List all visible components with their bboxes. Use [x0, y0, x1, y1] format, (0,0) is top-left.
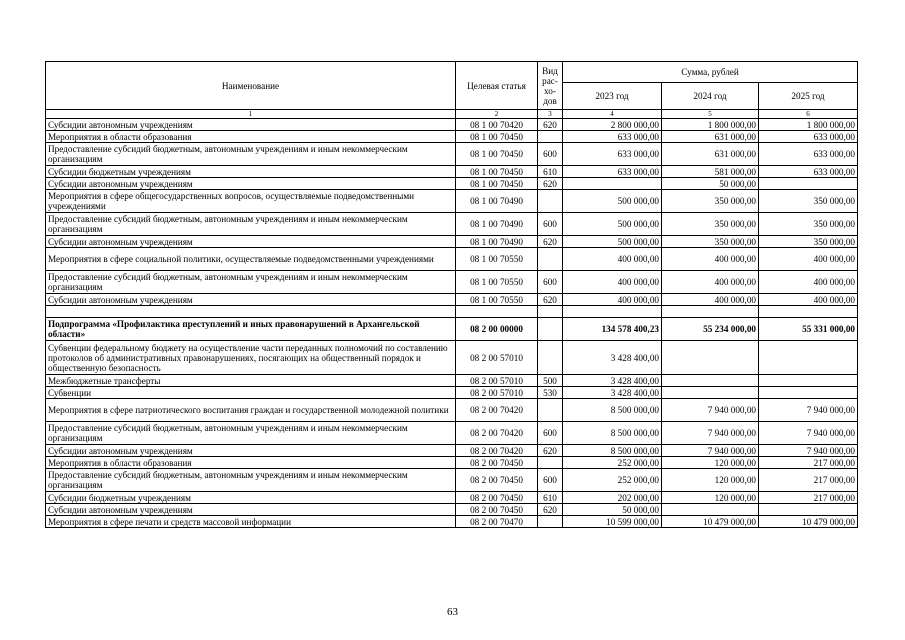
- row-expense-type-cell: 620: [538, 294, 563, 306]
- table-row: [46, 457, 858, 469]
- row-name-cell: Предоставление субсидий бюджетным, автономным учреждениям и иным некоммерческим организациям: [46, 422, 456, 445]
- row-name-cell: Субсидии автономным учреждениям: [46, 178, 456, 190]
- row-name-cell: Субвенции федеральному бюджету на осуществление части переданных полномочий по составлению протоколов об административных правонарушениях, посягающих на общественный порядок и общественную безопасность: [46, 341, 456, 375]
- table-row: [46, 504, 858, 516]
- row-sum-2023-cell: 3 428 400,00: [563, 375, 662, 387]
- row-expense-type-cell: 620: [538, 236, 563, 248]
- table-row: [46, 131, 858, 143]
- row-expense-type-cell: 620: [538, 504, 563, 516]
- row-expense-type-cell: [538, 399, 563, 422]
- row-expense-type-cell: 530: [538, 387, 563, 399]
- row-name-cell: Мероприятия в области образования: [46, 131, 456, 143]
- row-sum-2025-cell: [759, 306, 858, 318]
- row-sum-2025-cell: 400 000,00: [759, 248, 858, 271]
- table-row: [46, 469, 858, 492]
- row-sum-2025-cell: [759, 504, 858, 516]
- row-target-code-cell: 08 1 00 70450: [456, 178, 538, 190]
- row-name-cell: Предоставление субсидий бюджетным, автономным учреждениям и иным некоммерческим организациям: [46, 213, 456, 236]
- row-name-cell: Подпрограмма «Профилактика преступлений и иных правонарушений в Архангельской области»: [46, 318, 456, 341]
- row-sum-2024-cell: [662, 504, 759, 516]
- row-sum-2024-cell: 120 000,00: [662, 492, 759, 504]
- row-sum-2023-cell: 3 428 400,00: [563, 341, 662, 375]
- row-sum-2023-cell: [563, 306, 662, 318]
- row-sum-2025-cell: 217 000,00: [759, 457, 858, 469]
- row-target-code-cell: 08 1 00 70550: [456, 248, 538, 271]
- row-sum-2024-cell: 120 000,00: [662, 469, 759, 492]
- table-row: [46, 143, 858, 166]
- row-sum-2024-cell: 631 000,00: [662, 131, 759, 143]
- header-year-2025: 2025 год: [759, 83, 858, 110]
- row-target-code-cell: 08 1 00 70420: [456, 119, 538, 131]
- row-expense-type-cell: [538, 457, 563, 469]
- row-sum-2025-cell: 633 000,00: [759, 131, 858, 143]
- table-row: [46, 445, 858, 457]
- row-sum-2023-cell: 400 000,00: [563, 294, 662, 306]
- row-sum-2023-cell: 10 599 000,00: [563, 516, 662, 528]
- row-sum-2024-cell: [662, 387, 759, 399]
- row-sum-2025-cell: 400 000,00: [759, 294, 858, 306]
- row-sum-2023-cell: 50 000,00: [563, 504, 662, 516]
- row-name-cell: Субсидии автономным учреждениям: [46, 236, 456, 248]
- table-row: [46, 318, 858, 341]
- row-target-code-cell: 08 1 00 70450: [456, 166, 538, 178]
- row-sum-2025-cell: 350 000,00: [759, 213, 858, 236]
- row-sum-2025-cell: 217 000,00: [759, 492, 858, 504]
- row-target-code-cell: 08 2 00 57010: [456, 387, 538, 399]
- table-row: [46, 492, 858, 504]
- table-row: [46, 119, 858, 131]
- row-name-cell: Субсидии автономным учреждениям: [46, 119, 456, 131]
- column-index: 3: [538, 110, 563, 119]
- table-row: [46, 178, 858, 190]
- row-sum-2024-cell: 400 000,00: [662, 294, 759, 306]
- row-target-code-cell: 08 2 00 70470: [456, 516, 538, 528]
- row-target-code-cell: 08 2 00 57010: [456, 341, 538, 375]
- row-sum-2023-cell: 633 000,00: [563, 131, 662, 143]
- row-sum-2023-cell: 8 500 000,00: [563, 399, 662, 422]
- column-index-row: [46, 110, 858, 119]
- row-expense-type-cell: 600: [538, 422, 563, 445]
- row-name-cell: Мероприятия в области образования: [46, 457, 456, 469]
- row-sum-2024-cell: 1 800 000,00: [662, 119, 759, 131]
- row-target-code-cell: 08 2 00 00000: [456, 318, 538, 341]
- table-row: [46, 422, 858, 445]
- header-vid: [538, 62, 563, 110]
- column-index: 2: [456, 110, 538, 119]
- row-expense-type-cell: 610: [538, 166, 563, 178]
- header-vid-line: рас-: [542, 75, 558, 86]
- row-target-code-cell: 08 2 00 70420: [456, 399, 538, 422]
- row-sum-2025-cell: 7 940 000,00: [759, 422, 858, 445]
- row-sum-2023-cell: 2 800 000,00: [563, 119, 662, 131]
- row-sum-2023-cell: 400 000,00: [563, 248, 662, 271]
- row-target-code-cell: 08 1 00 70450: [456, 143, 538, 166]
- row-expense-type-cell: 600: [538, 271, 563, 294]
- row-target-code-cell: 08 1 00 70550: [456, 271, 538, 294]
- row-target-code-cell: 08 1 00 70450: [456, 131, 538, 143]
- row-sum-2024-cell: 350 000,00: [662, 236, 759, 248]
- row-sum-2023-cell: 500 000,00: [563, 236, 662, 248]
- table-row: [46, 248, 858, 271]
- row-sum-2024-cell: [662, 341, 759, 375]
- row-expense-type-cell: [538, 341, 563, 375]
- row-target-code-cell: 08 1 00 70550: [456, 294, 538, 306]
- row-sum-2025-cell: 350 000,00: [759, 190, 858, 213]
- row-target-code-cell: 08 2 00 70420: [456, 445, 538, 457]
- row-name-cell: Субсидии бюджетным учреждениям: [46, 166, 456, 178]
- row-target-code-cell: 08 2 00 57010: [456, 375, 538, 387]
- row-expense-type-cell: 600: [538, 213, 563, 236]
- row-sum-2023-cell: 500 000,00: [563, 190, 662, 213]
- row-sum-2023-cell: 252 000,00: [563, 469, 662, 492]
- row-sum-2024-cell: 7 940 000,00: [662, 399, 759, 422]
- header-year-2024: 2024 год: [662, 83, 759, 110]
- row-sum-2025-cell: 10 479 000,00: [759, 516, 858, 528]
- row-sum-2024-cell: 350 000,00: [662, 190, 759, 213]
- row-name-cell: Предоставление субсидий бюджетным, автономным учреждениям и иным некоммерческим организациям: [46, 469, 456, 492]
- row-sum-2023-cell: [563, 178, 662, 190]
- column-index: 5: [662, 110, 759, 119]
- row-expense-type-cell: [538, 248, 563, 271]
- table-row: [46, 166, 858, 178]
- table-header: [46, 62, 858, 119]
- row-sum-2025-cell: [759, 387, 858, 399]
- row-sum-2025-cell: 217 000,00: [759, 469, 858, 492]
- row-sum-2024-cell: 7 940 000,00: [662, 422, 759, 445]
- table-body: [46, 119, 858, 528]
- row-expense-type-cell: [538, 516, 563, 528]
- row-sum-2024-cell: 400 000,00: [662, 271, 759, 294]
- budget-table: [45, 61, 858, 528]
- row-expense-type-cell: 620: [538, 119, 563, 131]
- row-sum-2025-cell: 55 331 000,00: [759, 318, 858, 341]
- table-row: [46, 271, 858, 294]
- table-row: [46, 341, 858, 375]
- row-expense-type-cell: [538, 306, 563, 318]
- row-target-code-cell: 08 2 00 70450: [456, 457, 538, 469]
- row-target-code-cell: 08 2 00 70450: [456, 469, 538, 492]
- row-target-code-cell: 08 2 00 70450: [456, 504, 538, 516]
- row-name-cell: [46, 306, 456, 318]
- row-sum-2023-cell: 400 000,00: [563, 271, 662, 294]
- row-expense-type-cell: 620: [538, 178, 563, 190]
- row-expense-type-cell: 610: [538, 492, 563, 504]
- row-name-cell: Предоставление субсидий бюджетным, автономным учреждениям и иным некоммерческим организациям: [46, 143, 456, 166]
- row-name-cell: Мероприятия в сфере печати и средств массовой информации: [46, 516, 456, 528]
- row-sum-2023-cell: 633 000,00: [563, 143, 662, 166]
- row-name-cell: Субсидии бюджетным учреждениям: [46, 492, 456, 504]
- row-sum-2025-cell: 633 000,00: [759, 166, 858, 178]
- row-name-cell: Мероприятия в сфере социальной политики, осуществляемые подведомственными учреждениями: [46, 248, 456, 271]
- header-vid-line: хо-: [544, 85, 556, 96]
- row-sum-2025-cell: [759, 375, 858, 387]
- row-target-code-cell: 08 2 00 70450: [456, 492, 538, 504]
- table-row: [46, 236, 858, 248]
- row-sum-2024-cell: 631 000,00: [662, 143, 759, 166]
- row-name-cell: Мероприятия в сфере общегосударственных вопросов, осуществляемые подведомственными учреждениями: [46, 190, 456, 213]
- row-name-cell: Субсидии автономным учреждениям: [46, 294, 456, 306]
- row-name-cell: Субсидии автономным учреждениям: [46, 504, 456, 516]
- row-sum-2023-cell: 134 578 400,23: [563, 318, 662, 341]
- header-target: Целевая статья: [456, 62, 538, 110]
- row-sum-2025-cell: 350 000,00: [759, 236, 858, 248]
- row-name-cell: Субсидии автономным учреждениям: [46, 445, 456, 457]
- header-vid-line: Вид: [542, 65, 558, 76]
- row-sum-2025-cell: 400 000,00: [759, 271, 858, 294]
- row-sum-2023-cell: 8 500 000,00: [563, 445, 662, 457]
- row-sum-2024-cell: [662, 375, 759, 387]
- row-expense-type-cell: 620: [538, 445, 563, 457]
- row-expense-type-cell: [538, 190, 563, 213]
- row-sum-2025-cell: 633 000,00: [759, 143, 858, 166]
- row-sum-2023-cell: 8 500 000,00: [563, 422, 662, 445]
- header-sum: Сумма, рублей: [563, 62, 858, 83]
- row-sum-2024-cell: 120 000,00: [662, 457, 759, 469]
- row-sum-2023-cell: 500 000,00: [563, 213, 662, 236]
- table-row: [46, 387, 858, 399]
- header-name: Наименование: [46, 62, 456, 110]
- header-vid-line: дов: [543, 95, 557, 106]
- table-row: [46, 213, 858, 236]
- column-index: 1: [46, 110, 456, 119]
- table-row: [46, 190, 858, 213]
- row-sum-2023-cell: 3 428 400,00: [563, 387, 662, 399]
- row-sum-2025-cell: 7 940 000,00: [759, 445, 858, 457]
- header-year-2023: 2023 год: [563, 83, 662, 110]
- row-name-cell: Предоставление субсидий бюджетным, автономным учреждениям и иным некоммерческим организациям: [46, 271, 456, 294]
- row-sum-2024-cell: 10 479 000,00: [662, 516, 759, 528]
- table-row: [46, 294, 858, 306]
- table-row: [46, 516, 858, 528]
- table-row: [46, 375, 858, 387]
- row-sum-2024-cell: 350 000,00: [662, 213, 759, 236]
- row-sum-2025-cell: [759, 341, 858, 375]
- row-sum-2025-cell: 1 800 000,00: [759, 119, 858, 131]
- row-sum-2024-cell: 55 234 000,00: [662, 318, 759, 341]
- row-name-cell: Мероприятия в сфере патриотического воспитания граждан и государственной молодежной политики: [46, 399, 456, 422]
- row-sum-2024-cell: 50 000,00: [662, 178, 759, 190]
- row-target-code-cell: 08 1 00 70490: [456, 236, 538, 248]
- row-expense-type-cell: 600: [538, 469, 563, 492]
- row-expense-type-cell: 500: [538, 375, 563, 387]
- row-sum-2025-cell: [759, 178, 858, 190]
- row-expense-type-cell: 600: [538, 143, 563, 166]
- row-target-code-cell: 08 2 00 70420: [456, 422, 538, 445]
- row-target-code-cell: 08 1 00 70490: [456, 213, 538, 236]
- row-sum-2023-cell: 202 000,00: [563, 492, 662, 504]
- row-sum-2024-cell: 400 000,00: [662, 248, 759, 271]
- row-expense-type-cell: [538, 318, 563, 341]
- table-row: [46, 306, 858, 318]
- row-name-cell: Субвенции: [46, 387, 456, 399]
- row-sum-2023-cell: 252 000,00: [563, 457, 662, 469]
- row-sum-2023-cell: 633 000,00: [563, 166, 662, 178]
- row-target-code-cell: 08 1 00 70490: [456, 190, 538, 213]
- column-index: 4: [563, 110, 662, 119]
- row-target-code-cell: [456, 306, 538, 318]
- row-sum-2024-cell: 7 940 000,00: [662, 445, 759, 457]
- page-number: 63: [447, 606, 458, 618]
- row-name-cell: Межбюджетные трансферты: [46, 375, 456, 387]
- table-row: [46, 399, 858, 422]
- row-sum-2024-cell: [662, 306, 759, 318]
- row-sum-2025-cell: 7 940 000,00: [759, 399, 858, 422]
- row-expense-type-cell: [538, 131, 563, 143]
- row-sum-2024-cell: 581 000,00: [662, 166, 759, 178]
- column-index: 6: [759, 110, 858, 119]
